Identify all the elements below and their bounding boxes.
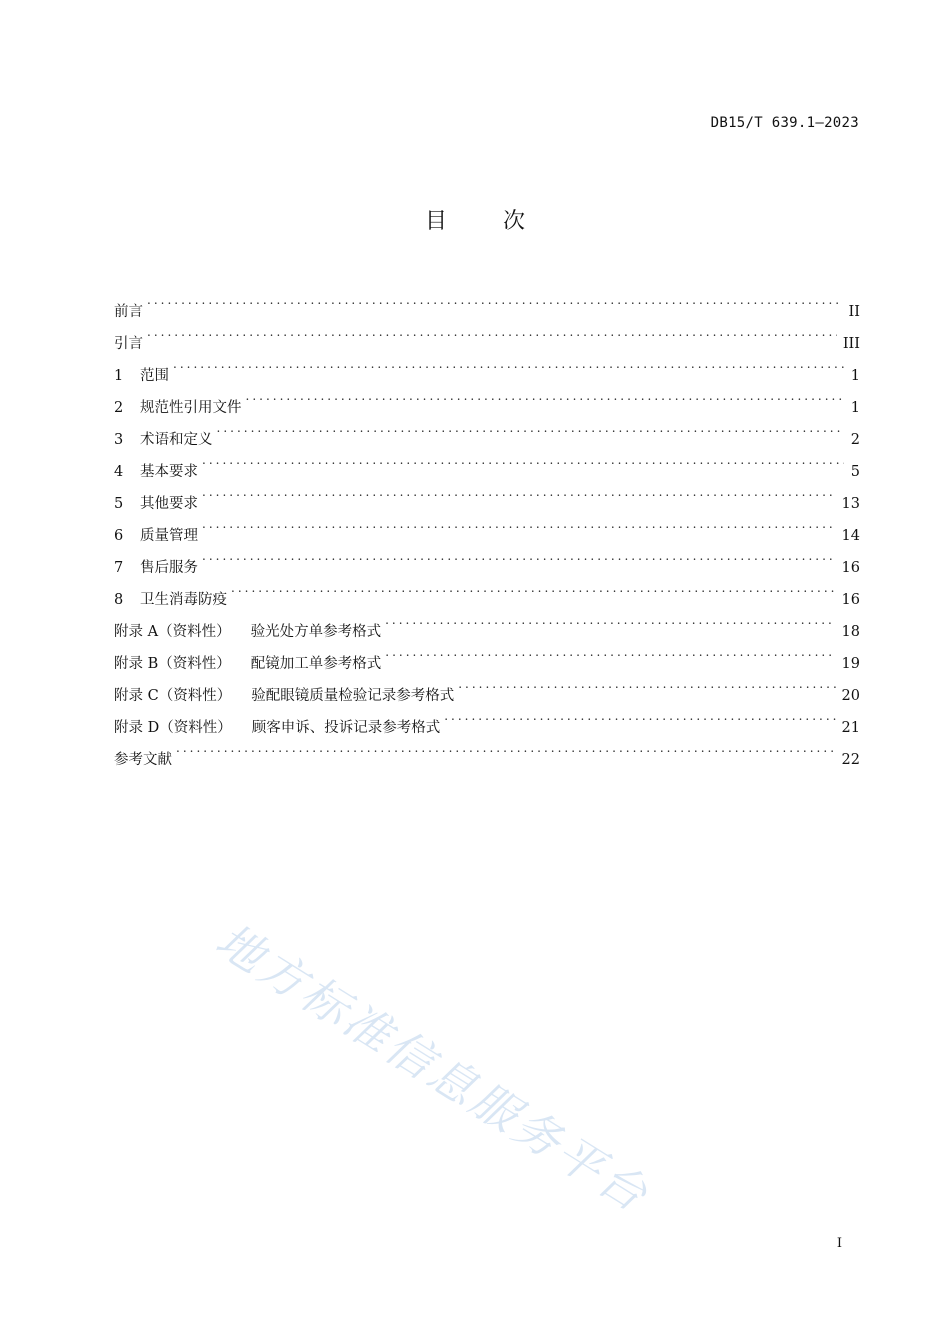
toc-entry-page: 21 [841, 720, 860, 736]
toc-entry-page: 19 [841, 656, 860, 672]
toc-entry-quality-management[interactable] [114, 508, 860, 544]
toc-entry-other-requirements[interactable] [114, 476, 860, 512]
toc-entry-label: 其他要求 [140, 496, 198, 512]
toc-leader-dots [176, 732, 836, 764]
toc-entry-page: 16 [841, 560, 860, 576]
toc-entry-basic-requirements[interactable] [114, 444, 860, 480]
toc-entry-page: 5 [850, 464, 860, 480]
toc-entry-hygiene-disinfection[interactable] [114, 572, 860, 608]
toc-entry-terms-definitions[interactable] [114, 412, 860, 448]
toc-entry-label: 顾客申诉、投诉记录参考格式 [251, 720, 441, 736]
toc-entry-number: 6 [114, 528, 124, 544]
toc-leader-dots [173, 348, 844, 380]
toc-entry-number: 7 [114, 560, 124, 576]
toc-leader-dots [385, 604, 835, 636]
toc-entry-introduction[interactable] [114, 316, 860, 352]
toc-leader-dots [202, 476, 836, 508]
toc-entry-annex: 附录 A（资料性） [114, 624, 231, 640]
toc-entry-page: 1 [850, 368, 860, 384]
toc-entry-number: 3 [114, 432, 124, 448]
table-of-contents [114, 284, 860, 768]
toc-entry-page: 16 [841, 592, 860, 608]
toc-entry-after-sales-service[interactable] [114, 540, 860, 576]
toc-entry-label: 范围 [140, 368, 169, 384]
toc-leader-dots [202, 508, 836, 540]
toc-entry-number: 5 [114, 496, 124, 512]
toc-leader-dots [202, 540, 836, 572]
toc-entry-foreword[interactable] [114, 284, 860, 320]
toc-entry-page: 20 [841, 688, 860, 704]
toc-entry-scope[interactable] [114, 348, 860, 384]
toc-leader-dots [202, 444, 844, 476]
page-number: I [836, 1236, 842, 1251]
toc-entry-number: 2 [114, 400, 124, 416]
toc-entry-label: 术语和定义 [140, 432, 213, 448]
toc-leader-dots [458, 668, 835, 700]
toc-entry-number: 8 [114, 592, 124, 608]
toc-entry-annex: 附录 D（资料性） [114, 720, 232, 736]
toc-entry-annex: 附录 B（资料性） [114, 656, 231, 672]
toc-entry-label: 售后服务 [140, 560, 198, 576]
toc-entry-page: II [848, 304, 860, 320]
toc-entry-page: 2 [850, 432, 860, 448]
toc-entry-page: III [842, 336, 860, 352]
toc-leader-dots [231, 572, 836, 604]
toc-entry-page: 14 [841, 528, 860, 544]
toc-entry-number: 4 [114, 464, 124, 480]
toc-entry-annex: 附录 C（资料性） [114, 688, 232, 704]
toc-entry-page: 13 [841, 496, 860, 512]
toc-entry-label: 参考文献 [114, 752, 172, 768]
toc-entry-label: 配镜加工单参考格式 [250, 656, 382, 672]
toc-entry-label: 规范性引用文件 [140, 400, 242, 416]
toc-leader-dots [246, 380, 845, 412]
toc-entry-bibliography[interactable] [114, 732, 860, 768]
toc-entry-label: 验光处方单参考格式 [250, 624, 382, 640]
toc-entry-page: 18 [841, 624, 860, 640]
toc-leader-dots [147, 316, 837, 348]
document-code: DB15/T 639.1—2023 [710, 115, 859, 131]
toc-entry-label: 基本要求 [140, 464, 198, 480]
watermark: 地方标准信息服务平台 [206, 912, 660, 1224]
page-title: 目次 [424, 209, 581, 234]
toc-entry-label: 前言 [114, 304, 143, 320]
toc-entry-label: 卫生消毒防疫 [140, 592, 227, 608]
toc-entry-label: 验配眼镜质量检验记录参考格式 [251, 688, 455, 704]
toc-leader-dots [444, 700, 835, 732]
toc-leader-dots [217, 412, 845, 444]
toc-entry-label: 质量管理 [140, 528, 198, 544]
toc-entry-label: 引言 [114, 336, 143, 352]
toc-entry-number: 1 [114, 368, 124, 384]
toc-entry-page: 1 [850, 400, 860, 416]
toc-entry-normative-references[interactable] [114, 380, 860, 416]
toc-leader-dots [385, 636, 835, 668]
toc-entry-page: 22 [841, 752, 860, 768]
toc-leader-dots [147, 284, 843, 316]
